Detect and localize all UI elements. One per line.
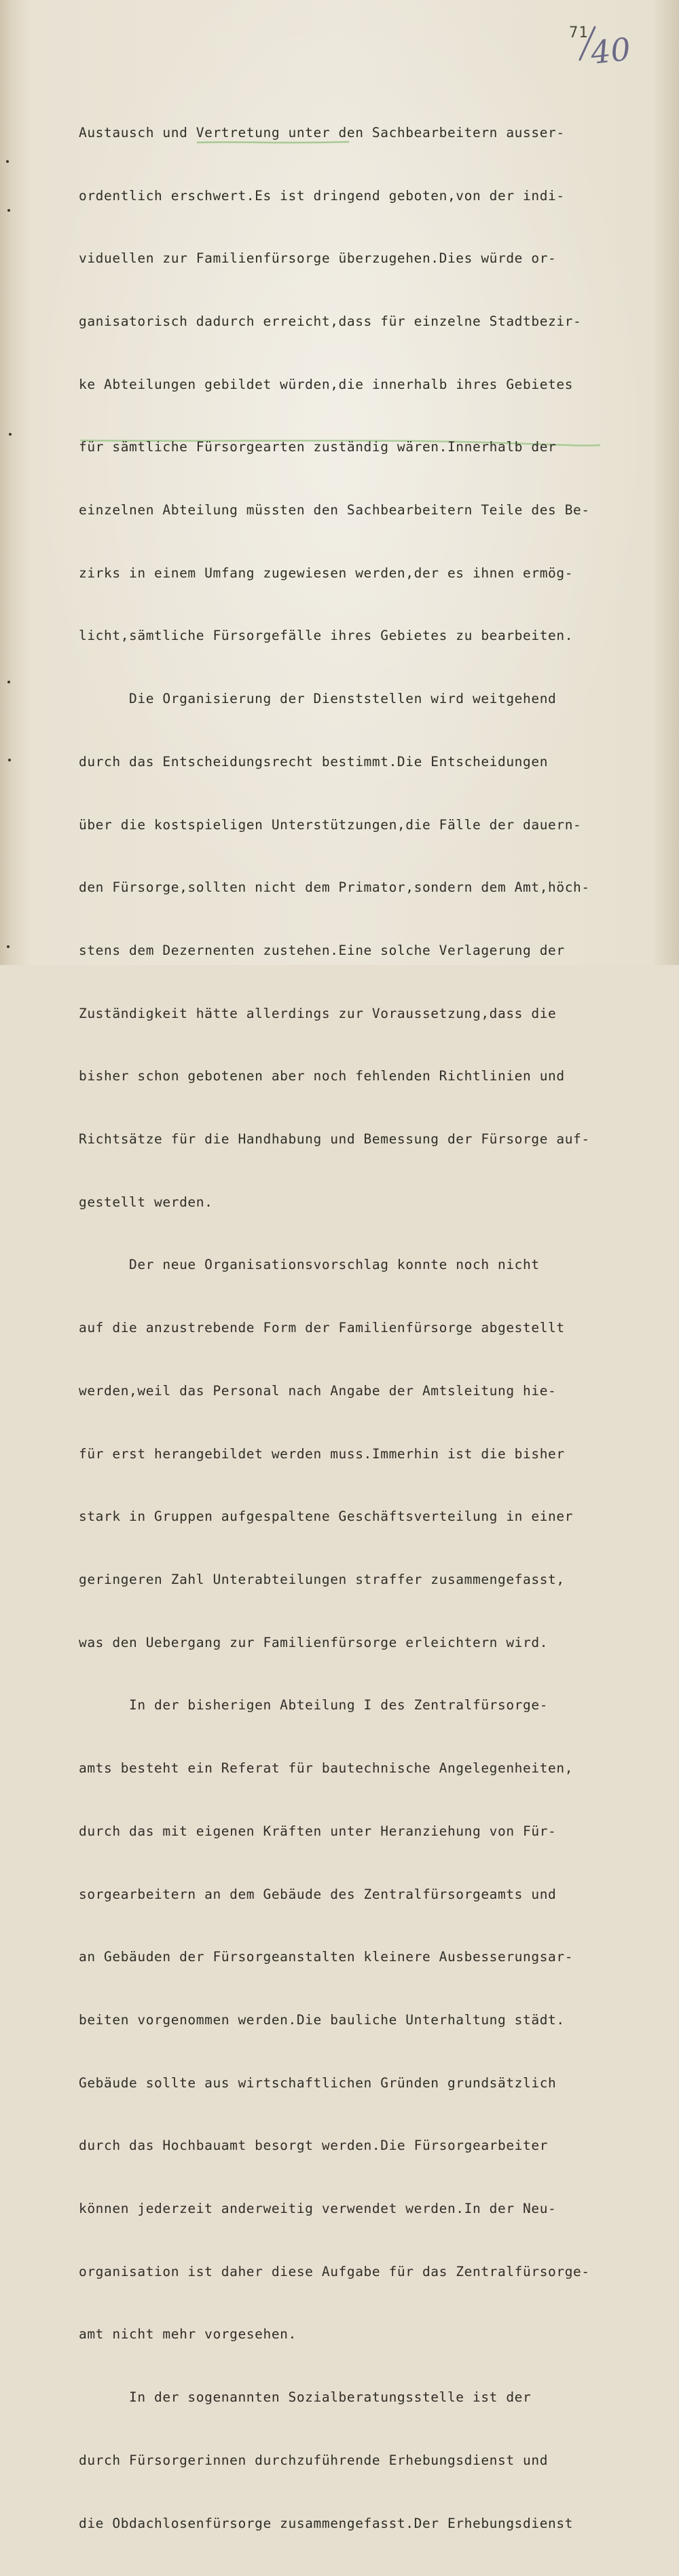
text-line: durch das Hochbauamt besorgt werden.Die Fürsorgearbeiter <box>79 2138 549 2154</box>
text-line: durch das Entscheidungsrecht bestimmt.Die Entscheidungen <box>79 753 549 770</box>
handwritten-folio-number: 40 <box>589 31 633 71</box>
text-line: amts besteht ein Referat für bautechnische Angelegenheiten, <box>79 1760 574 1777</box>
typewritten-body-text <box>79 81 622 2576</box>
text-line: die Obdachlosenfürsorge zusammengefasst.Der Erhebungsdienst <box>79 2515 574 2531</box>
text-line: durch das mit eigenen Kräften unter Heranziehung von Für- <box>79 1823 557 1839</box>
text-line: gestellt werden. <box>79 1194 213 1210</box>
text-line: stark in Gruppen aufgespaltene Geschäftsverteilung in einer <box>79 1509 574 1525</box>
text-line: können jederzeit anderweitig verwendet werden.In der Neu- <box>79 2201 557 2217</box>
text-line: ganisatorisch dadurch erreicht,dass für einzelne Stadtbezir- <box>79 313 582 329</box>
binding-dot <box>7 945 10 948</box>
text-line: auf die anzustrebende Form der Familienfürsorge abgestellt <box>79 1320 565 1336</box>
binding-dot <box>9 433 12 436</box>
text-line: Zuständigkeit hätte allerdings zur Voraussetzung,dass die <box>79 1005 557 1021</box>
binding-dot <box>8 759 11 761</box>
text-line: sorgearbeitern an dem Gebäude des Zentralfürsorgeamts und <box>79 1886 557 1902</box>
text-line: amt nicht mehr vorgesehen. <box>79 2326 297 2343</box>
text-line: Der neue Organisationsvorschlag konnte noch nicht <box>79 1257 540 1273</box>
text-line: durch Fürsorgerinnen durchzuführende Erhebungsdienst und <box>79 2452 549 2468</box>
text-line: viduellen zur Familienfürsorge überzugehen.Dies würde or- <box>79 250 557 267</box>
text-line: über die kostspieligen Unterstützungen,die Fälle der dauern- <box>79 816 582 833</box>
text-line: beiten vorgenommen werden.Die bauliche Unterhaltung städt. <box>79 2011 565 2028</box>
binding-dot <box>7 681 10 683</box>
text-line: Austausch und Vertretung unter den Sachbearbeitern ausser- <box>79 124 565 140</box>
text-line: den Fürsorge,sollten nicht dem Primator,sondern dem Amt,höch- <box>79 879 590 896</box>
text-line: Die Organisierung der Dienststellen wird weitgehend <box>79 691 557 707</box>
text-line: bisher schon gebotenen aber noch fehlenden Richtlinien und <box>79 1068 565 1084</box>
text-line: werden,weil das Personal nach Angabe der Amtsleitung hie- <box>79 1382 557 1399</box>
text-line: einzelnen Abteilung müssten den Sachbearbeitern Teile des Be- <box>79 502 590 518</box>
text-line: In der bisherigen Abteilung I des Zentralfürsorge- <box>79 1697 549 1713</box>
text-line: was den Uebergang zur Familienfürsorge erleichtern wird. <box>79 1634 549 1650</box>
binding-edge <box>0 0 20 965</box>
text-line: für sämtliche Fürsorgearten zuständig wären.Innerhalb der <box>79 439 557 455</box>
binding-dot <box>7 209 10 212</box>
text-line: für erst herangebildet werden muss.Immerhin ist die bisher <box>79 1445 565 1462</box>
text-line: stens dem Dezernenten zustehen.Eine solche Verlagerung der <box>79 942 565 958</box>
text-line: Richtsätze für die Handhabung und Bemessung der Fürsorge auf- <box>79 1131 590 1148</box>
binding-dot <box>6 160 9 163</box>
text-line: organisation ist daher diese Aufgabe für das Zentralfürsorge- <box>79 2263 590 2279</box>
text-line: In der sogenannten Sozialberatungsstelle ist der <box>79 2389 532 2406</box>
text-line: licht,sämtliche Fürsorgefälle ihres Gebietes zu bearbeiten. <box>79 628 574 644</box>
text-line: geringeren Zahl Unterabteilungen straffer zusammengefasst, <box>79 1571 565 1587</box>
text-line: ordentlich erschwert.Es ist dringend geboten,von der indi- <box>79 187 565 204</box>
text-line: an Gebäuden der Fürsorgeanstalten kleinere Ausbesserungsar- <box>79 1949 574 1965</box>
text-line: ke Abteilungen gebildet würden,die innerhalb ihres Gebietes <box>79 376 574 392</box>
text-line: Gebäude sollte aus wirtschaftlichen Gründen grundsätzlich <box>79 2075 557 2091</box>
text-line: zirks in einem Umfang zugewiesen werden,der es ihnen ermög- <box>79 565 574 581</box>
page-number: 71 <box>569 24 589 41</box>
